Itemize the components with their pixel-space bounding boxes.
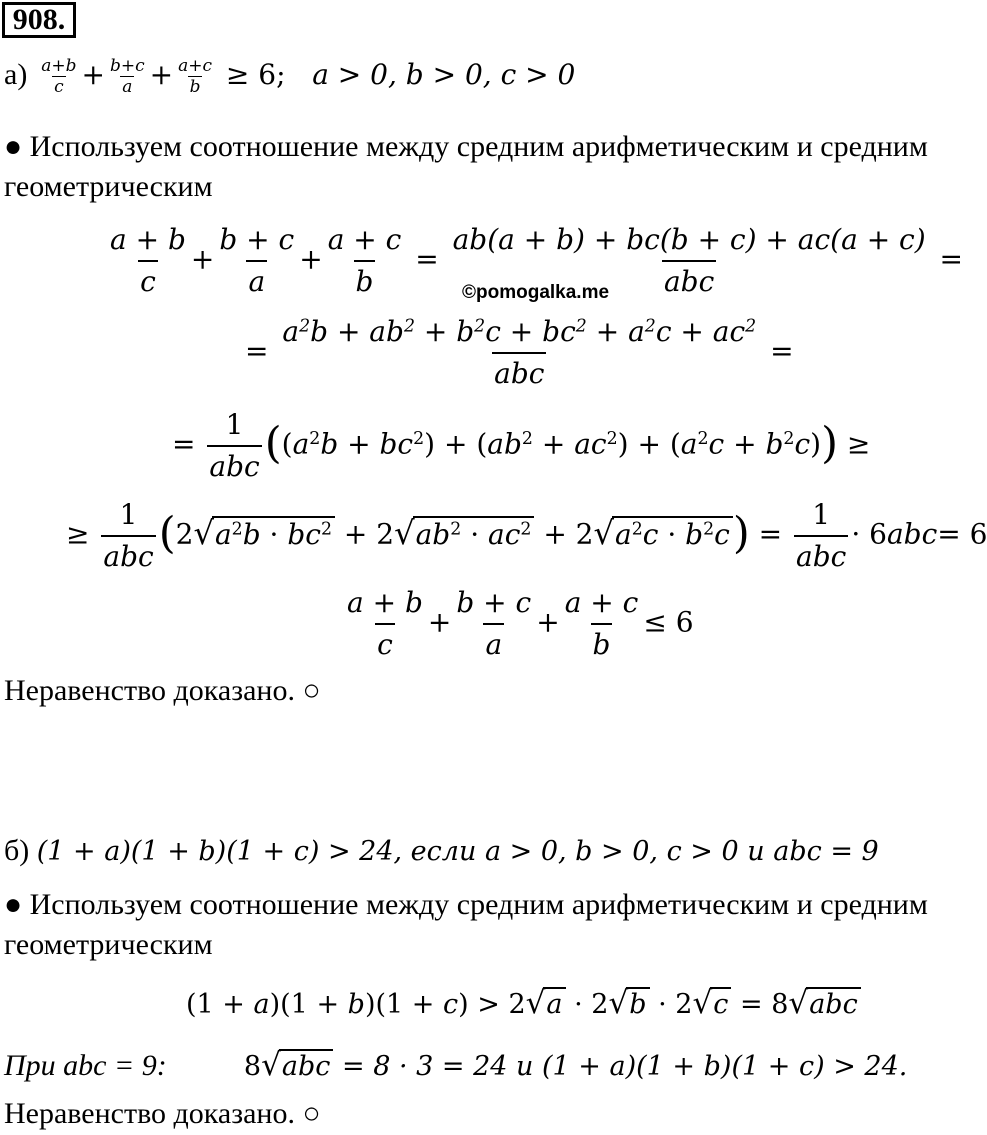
step3-equation: = $\frac{1}{\text{abc}}$ $((a^2b + bc^2) + (ab^2 + ac^2) + (a^2c + b^2c))$ ≥ [172,405,870,487]
part-b-substitution: При abc = 9: 8√abc = 8 · 3 = 24 и (1 + a)(1 + b)(1 + c) > 24. [4,1047,908,1083]
part-a-method-line2: геометрическим [4,170,213,203]
part-a-proved: Неравенство доказано. ○ [4,674,321,707]
part-a-method-line1: ● Используем соотношение между средним арифметическим и средним [4,130,928,163]
part-a-label: а) [4,58,28,91]
part-b-statement: б) (1 + a)(1 + b)(1 + c) > 24, если a > 0, b > 0, c > 0 и abc = 9 [4,834,879,867]
part-a-statement: а) $\frac{a+b}{c}$ + $\frac{b+c}{a}$ + $\frac{a+c}{b}$ ≥ 6; a > 0, b > 0, c > 0 [4,56,576,97]
part-a-conclusion: $\frac{a + b}{c}$ + $\frac{b + c}{a}$ + $\frac{a + c}{b}$ ≤ 6 [342,583,694,665]
step1-equation: $\frac{a + b}{c}$ + $\frac{b + c}{a}$ + $\frac{a + c}{b}$ = $\frac{ab(a + b) + bc(b + c) + ac(a + c)}{\text{abc}}$ = [105,220,963,302]
part-b-method-line1: ● Используем соотношение между средним арифметическим и средним [4,888,928,921]
step2-equation: = $\frac{a^2b + ab^2 + b^2c + bc^2 + a^2c + ac^2}{\text{abc}}$ = [245,312,794,394]
part-b-inequality: (1 + a)(1 + b)(1 + c) > 2√a · 2√b · 2√c = 8√abc [186,985,861,1021]
watermark: ©pomogalka.me [462,282,610,303]
part-b-proved: Неравенство доказано. ○ [4,1097,321,1130]
problem-number: 908. [2,2,76,38]
part-b-method-line2: геометрическим [4,928,213,961]
step4-equation: ≥ $\frac{1}{\text{abc}}$ $(2√a^2b \cdot bc^2 + 2√ab^2 \cdot ac^2 + 2√a^2c \cdot b^2c)$ = $\frac{1}{\text{abc}}$ · 6abc= 6 [66,495,987,577]
